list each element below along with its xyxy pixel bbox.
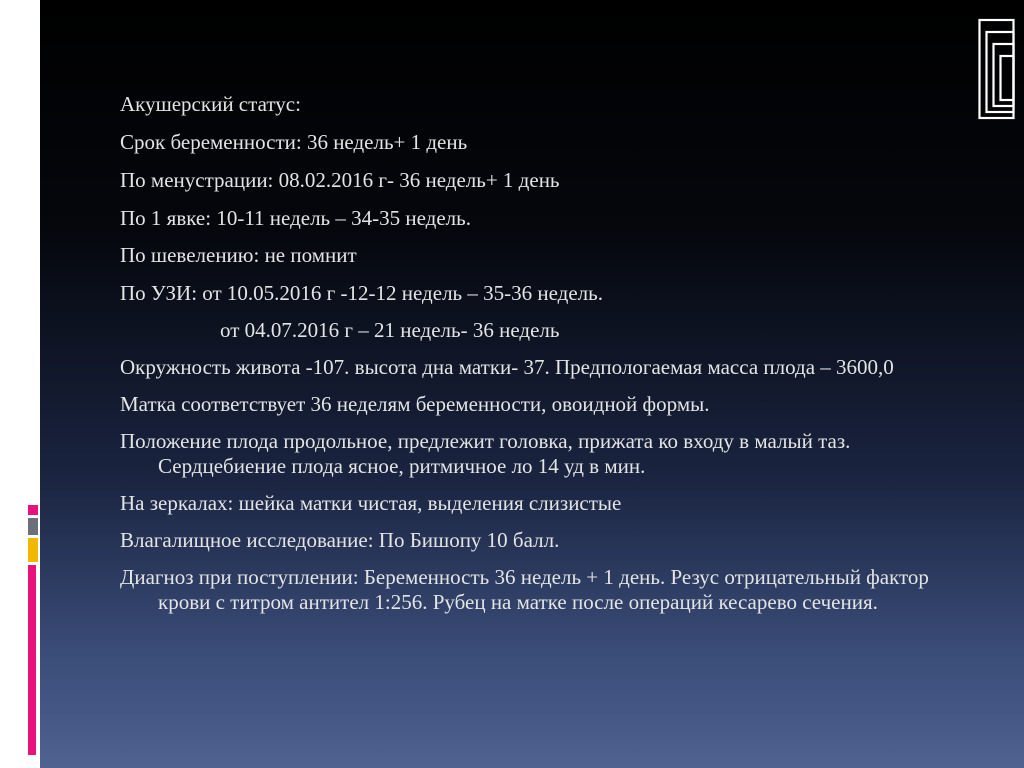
window-frames-icon xyxy=(978,18,1018,122)
accent-bar-yellow xyxy=(28,538,38,562)
paragraph-obstetric-status: Акушерский статус: xyxy=(120,92,301,116)
paragraph-by-menstruation: По менустрации: 08.02.2016 г- 36 недель+ 1 день xyxy=(120,168,560,192)
paragraph-gestation-term: Срок беременности: 36 недель+ 1 день xyxy=(120,130,468,154)
paragraph-first-visit: По 1 явке: 10-11 недель – 34-35 недель. xyxy=(120,206,471,230)
paragraph-ultrasound-second: от 04.07.2016 г – 21 недель- 36 недель xyxy=(220,318,560,342)
accent-bar-pink-long xyxy=(28,565,36,755)
slide-body-text xyxy=(120,92,940,615)
paragraph-abdomen-measurements: Окружность живота -107. высота дна матки- 37. Предпологаемая масса плода – 3600,0 xyxy=(120,355,894,379)
paragraph-speculum-exam: На зеркалах: шейка матки чистая, выделения слизистые xyxy=(120,491,622,515)
accent-bar-pink-top xyxy=(28,505,38,515)
paragraph-admission-diagnosis: Диагноз при поступлении: Беременность 36 недель + 1 день. Резус отрицательный фактор крови с титром антител 1:256. Рубец на матке после операций кесарево сечения. xyxy=(120,565,929,614)
paragraph-ultrasound: По УЗИ: от 10.05.2016 г -12-12 недель – 35-36 недель. xyxy=(120,281,603,305)
paragraph-fetal-position: Положение плода продольное, предлежит головка, прижата ко входу в малый таз. Сердцебиение плода ясное, ритмичное ло 14 уд в мин. xyxy=(120,429,851,478)
accent-bar-gray xyxy=(28,518,38,535)
paragraph-vaginal-exam: Влагалищное исследование: По Бишопу 10 балл. xyxy=(120,528,560,552)
paragraph-by-movement: По шевелению: не помнит xyxy=(120,243,357,267)
paragraph-uterus: Матка соответствует 36 неделям беременности, овоидной формы. xyxy=(120,392,710,416)
